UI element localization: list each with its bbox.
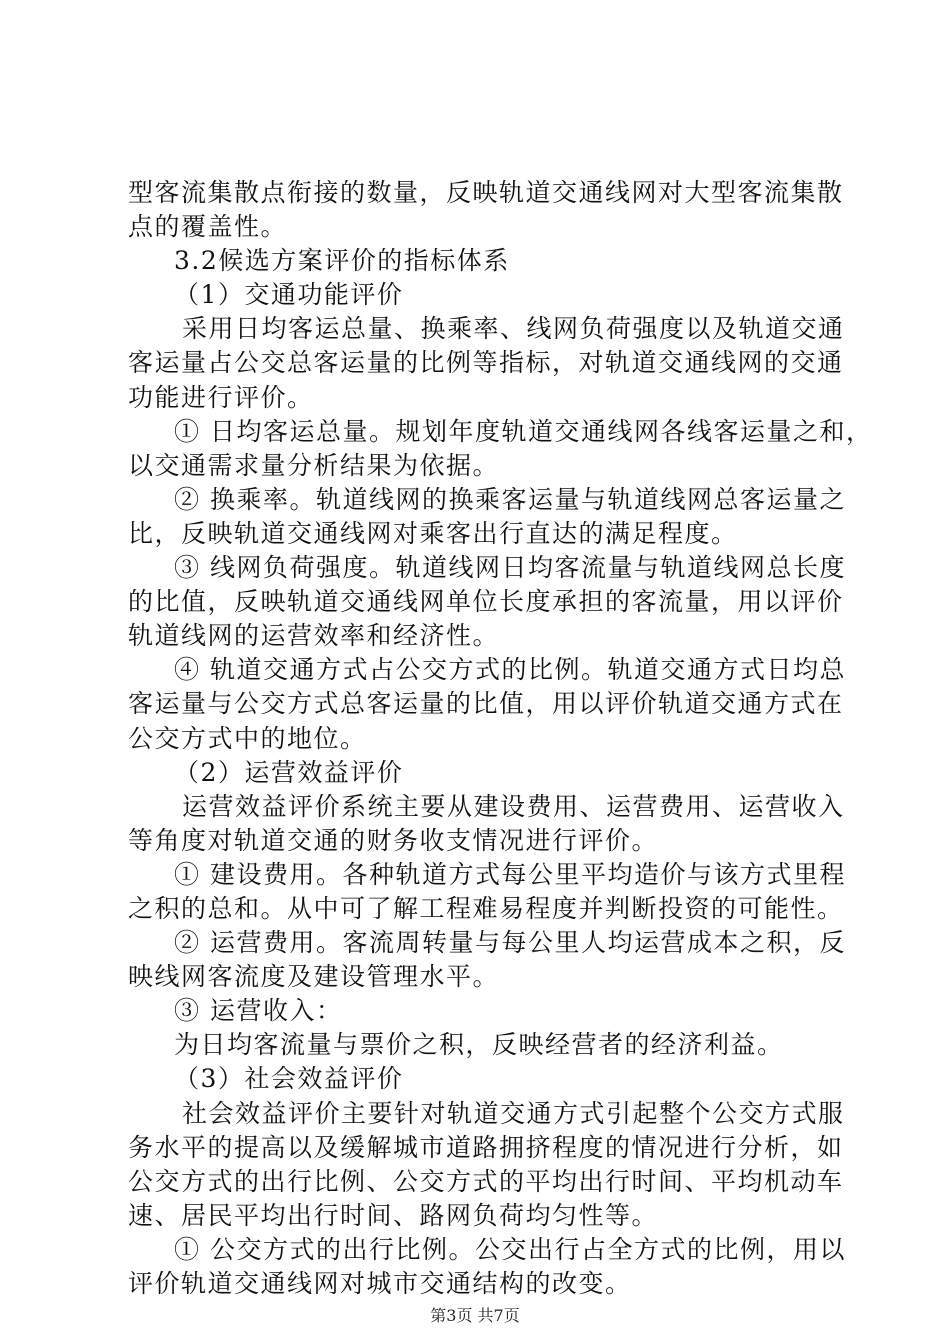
text-line: ② 运营费用。客流周转量与每公里人均运营成本之积，反 — [174, 928, 846, 958]
text-line: ③ 线网负荷强度。轨道线网日均客流量与轨道线网总长度 — [174, 553, 846, 583]
text-line: 之积的总和。从中可了解工程难易程度并判断投资的可能性。 — [128, 893, 844, 923]
text-line: ② 换乘率。轨道线网的换乘客运量与轨道线网总客运量之 — [174, 484, 846, 514]
text-line: 比，反映轨道交通线网对乘客出行直达的满足程度。 — [128, 518, 738, 548]
text-line: 轨道线网的运营效率和经济性。 — [128, 621, 500, 651]
text-line: （2）运营效益评价 — [174, 757, 404, 787]
document-body — [128, 176, 873, 1301]
text-line: ① 日均客运总量。规划年度轨道交通线网各线客运量之和， — [174, 416, 873, 446]
text-line: 型客流集散点衔接的数量，反映轨道交通线网对大型客流集散 — [128, 178, 844, 207]
text-line: 的比值，反映轨道交通线网单位长度承担的客流量，用以评价 — [128, 587, 844, 617]
text-line: 社会效益评价主要针对轨道交通方式引起整个公交方式服 — [182, 1098, 845, 1128]
text-line: 点的覆盖性。 — [128, 212, 288, 242]
text-line: 公交方式中的地位。 — [128, 723, 367, 753]
text-line: 务水平的提高以及缓解城市道路拥挤程度的情况进行分析，如 — [128, 1132, 844, 1162]
text-line: ① 建设费用。各种轨道方式每公里平均造价与该方式里程 — [174, 859, 846, 889]
text-line: 采用日均客运总量、换乘率、线网负荷强度以及轨道交通 — [182, 314, 845, 344]
text-line: 功能进行评价。 — [128, 382, 314, 412]
text-line: 3.2候选方案评价的指标体系 — [174, 246, 510, 276]
text-line: 客运量与公交方式总客运量的比值，用以评价轨道交通方式在 — [128, 689, 844, 719]
text-line: （3）社会效益评价 — [174, 1064, 404, 1094]
text-line: 运营效益评价系统主要从建设费用、运营费用、运营收入 — [182, 791, 845, 821]
text-line: 公交方式的出行比例、公交方式的平均出行时间、平均机动车 — [128, 1166, 844, 1196]
page-footer: 第3页 共7页 — [430, 1306, 520, 1325]
text-line: ① 公交方式的出行比例。公交出行占全方式的比例，用以 — [174, 1234, 846, 1264]
text-line: 为日均客流量与票价之积，反映经营者的经济利益。 — [174, 1030, 784, 1060]
text-line: 等角度对轨道交通的财务收支情况进行评价。 — [128, 825, 659, 855]
text-line: 速、居民平均出行时间、路网负荷均匀性等。 — [128, 1200, 659, 1230]
text-line: 客运量占公交总客运量的比例等指标，对轨道交通线网的交通 — [128, 348, 844, 378]
text-line: （1）交通功能评价 — [174, 280, 404, 310]
text-line: 映线网客流度及建设管理水平。 — [128, 962, 500, 992]
text-line: 评价轨道交通线网对城市交通结构的改变。 — [128, 1269, 632, 1298]
text-line: 以交通需求量分析结果为依据。 — [128, 450, 500, 480]
text-line: ④ 轨道交通方式占公交方式的比例。轨道交通方式日均总 — [174, 655, 846, 685]
text-line: ③ 运营收入： — [174, 996, 343, 1026]
